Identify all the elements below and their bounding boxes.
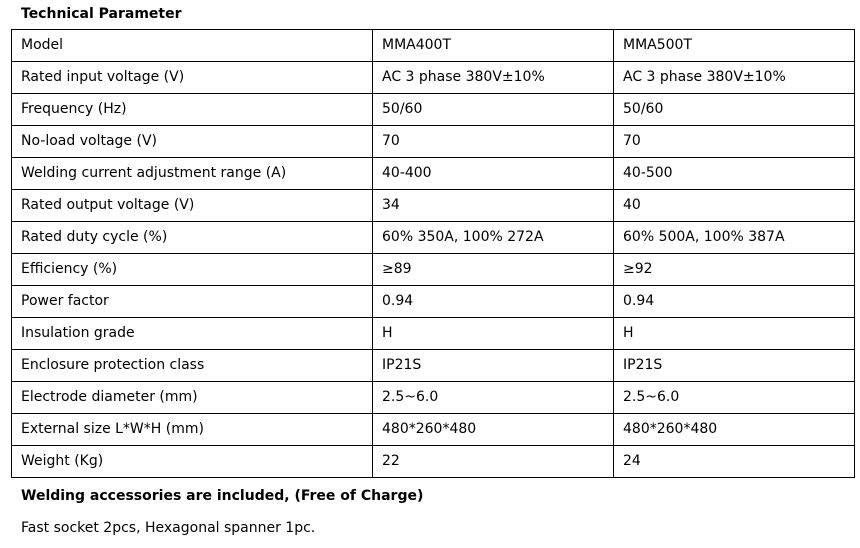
row-label-frequency: Frequency (Hz) bbox=[12, 94, 373, 126]
cell-power-factor-mma400t: 0.94 bbox=[373, 286, 614, 318]
table-row-efficiency bbox=[12, 254, 855, 286]
row-label-weight: Weight (Kg) bbox=[12, 446, 373, 478]
table-row-external-size bbox=[12, 414, 855, 446]
table-row-no-load-voltage bbox=[12, 126, 855, 158]
table-row-model bbox=[12, 30, 855, 62]
row-label-enclosure-protection: Enclosure protection class bbox=[12, 350, 373, 382]
table-row-enclosure-protection bbox=[12, 350, 855, 382]
cell-efficiency-mma400t: ≥89 bbox=[373, 254, 614, 286]
cell-electrode-diameter-mma400t: 2.5~6.0 bbox=[373, 382, 614, 414]
table-row-electrode-diameter bbox=[12, 382, 855, 414]
page-title: Technical Parameter bbox=[21, 6, 182, 22]
cell-insulation-grade-mma500t: H bbox=[614, 318, 855, 350]
row-label-no-load-voltage: No-load voltage (V) bbox=[12, 126, 373, 158]
row-label-rated-duty-cycle: Rated duty cycle (%) bbox=[12, 222, 373, 254]
cell-insulation-grade-mma400t: H bbox=[373, 318, 614, 350]
cell-power-factor-mma500t: 0.94 bbox=[614, 286, 855, 318]
cell-external-size-mma500t: 480*260*480 bbox=[614, 414, 855, 446]
cell-enclosure-protection-mma400t: IP21S bbox=[373, 350, 614, 382]
cell-rated-input-voltage-mma400t: AC 3 phase 380V±10% bbox=[373, 62, 614, 94]
cell-rated-duty-cycle-mma400t: 60% 350A, 100% 272A bbox=[373, 222, 614, 254]
accessories-list: Fast socket 2pcs, Hexagonal spanner 1pc. bbox=[21, 520, 316, 536]
row-label-external-size: External size L*W*H (mm) bbox=[12, 414, 373, 446]
table-row-weight bbox=[12, 446, 855, 478]
cell-rated-input-voltage-mma500t: AC 3 phase 380V±10% bbox=[614, 62, 855, 94]
table-row-insulation-grade bbox=[12, 318, 855, 350]
cell-welding-current-range-mma500t: 40-500 bbox=[614, 158, 855, 190]
cell-rated-output-voltage-mma400t: 34 bbox=[373, 190, 614, 222]
cell-electrode-diameter-mma500t: 2.5~6.0 bbox=[614, 382, 855, 414]
table-row-rated-output-voltage bbox=[12, 190, 855, 222]
cell-model-mma400t: MMA400T bbox=[373, 30, 614, 62]
cell-efficiency-mma500t: ≥92 bbox=[614, 254, 855, 286]
cell-weight-mma500t: 24 bbox=[614, 446, 855, 478]
row-label-efficiency: Efficiency (%) bbox=[12, 254, 373, 286]
accessories-heading-line bbox=[21, 486, 423, 506]
table-row-frequency bbox=[12, 94, 855, 126]
cell-weight-mma400t: 22 bbox=[373, 446, 614, 478]
row-label-rated-input-voltage: Rated input voltage (V) bbox=[12, 62, 373, 94]
row-label-rated-output-voltage: Rated output voltage (V) bbox=[12, 190, 373, 222]
row-label-welding-current-range: Welding current adjustment range (A) bbox=[12, 158, 373, 190]
table-row-welding-current-range bbox=[12, 158, 855, 190]
cell-no-load-voltage-mma400t: 70 bbox=[373, 126, 614, 158]
cell-external-size-mma400t: 480*260*480 bbox=[373, 414, 614, 446]
table-row-rated-duty-cycle bbox=[12, 222, 855, 254]
cell-model-mma500t: MMA500T bbox=[614, 30, 855, 62]
cell-frequency-mma400t: 50/60 bbox=[373, 94, 614, 126]
accessories-heading: Welding accessories are included bbox=[21, 488, 285, 504]
accessories-free-note: , (Free of Charge) bbox=[284, 488, 424, 504]
cell-welding-current-range-mma400t: 40-400 bbox=[373, 158, 614, 190]
cell-rated-output-voltage-mma500t: 40 bbox=[614, 190, 855, 222]
cell-frequency-mma500t: 50/60 bbox=[614, 94, 855, 126]
cell-rated-duty-cycle-mma500t: 60% 500A, 100% 387A bbox=[614, 222, 855, 254]
cell-enclosure-protection-mma500t: IP21S bbox=[614, 350, 855, 382]
cell-no-load-voltage-mma500t: 70 bbox=[614, 126, 855, 158]
table-row-power-factor bbox=[12, 286, 855, 318]
row-label-electrode-diameter: Electrode diameter (mm) bbox=[12, 382, 373, 414]
row-label-power-factor: Power factor bbox=[12, 286, 373, 318]
technical-parameter-table bbox=[11, 29, 855, 478]
row-label-insulation-grade: Insulation grade bbox=[12, 318, 373, 350]
row-label-model: Model bbox=[12, 30, 373, 62]
table-row-rated-input-voltage bbox=[12, 62, 855, 94]
